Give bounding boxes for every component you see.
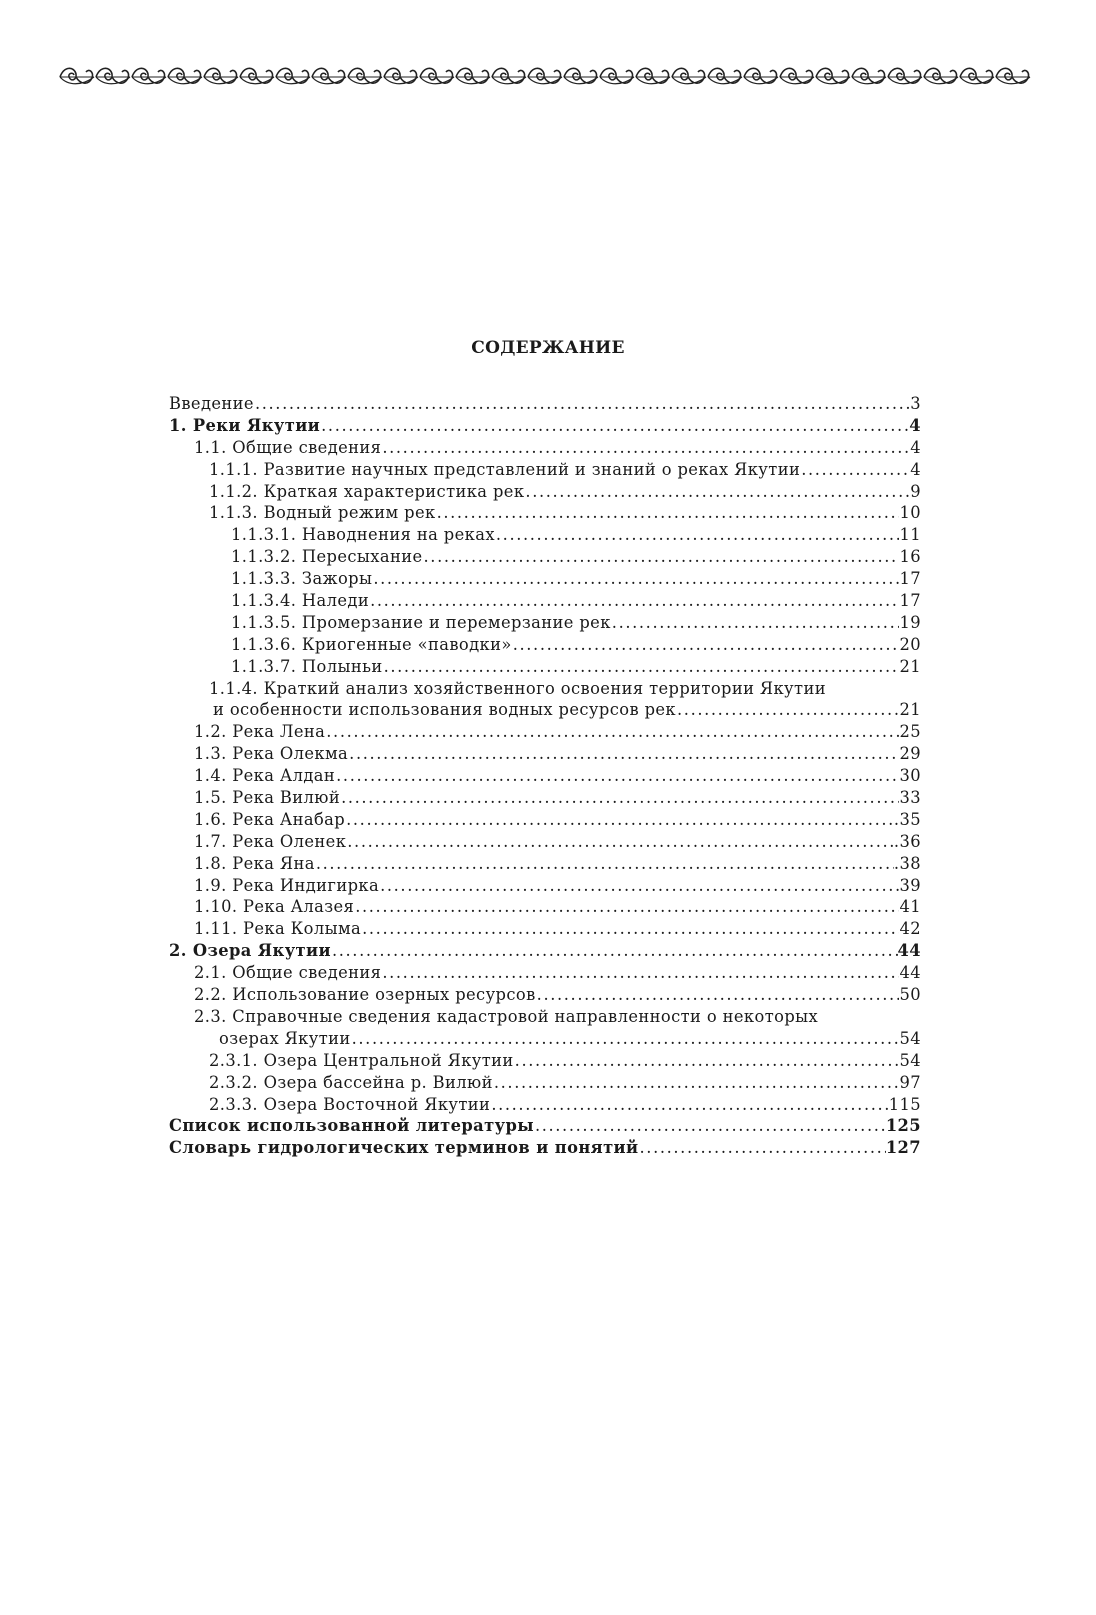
toc-page-number: 30 [899,766,921,786]
toc-page-number: 20 [899,634,921,654]
toc-entry-text: 2.3.1. Озера Центральной Якутии [209,1050,514,1070]
toc-entry [169,634,921,656]
toc-entry-text-continuation: озерах Якутии [219,1028,351,1048]
dot-leader [495,524,900,546]
toc-entry [169,962,921,984]
toc-entry [169,568,921,590]
toc-page-number: .36 [893,831,921,851]
toc-entry [169,1072,921,1094]
toc-entry [169,590,921,612]
table-of-contents [169,393,921,1159]
toc-entry [169,524,921,546]
toc-page-number: 3 [910,394,921,413]
toc-entry-text: 1.1.3.2. Пересыхание [231,547,423,567]
toc-entry-text: 1.1.1. Развитие научных представлений и знаний о реках Якутии [209,459,801,479]
toc-entry-text: 2.3.2. Озера бассейна р. Вилюй [209,1072,493,1092]
toc-entry-text: 1.7. Река Оленек [194,831,347,851]
toc-page-number: 115 [888,1094,921,1114]
dot-leader [340,787,899,809]
toc-entry [169,1094,921,1116]
toc-entry [169,437,921,459]
toc-entry-continuation [169,1028,921,1050]
toc-entry-text: 1.9. Река Индигирка [194,875,380,895]
toc-entry-text: 1.1.3. Водный режим рек [209,503,436,523]
toc-entry-text: 2.3. Справочные сведения кадастровой направленности о некоторых [194,1006,819,1026]
toc-entry [169,765,921,787]
toc-entry-text: 1. Реки Якутии [169,415,321,435]
toc-page-number: 10 [899,503,921,523]
toc-page-number: 42 [899,919,921,939]
toc-entry-text: 2.1. Общие сведения [194,963,382,983]
toc-page-number: 16 [899,547,921,567]
toc-page-number: 17 [899,591,921,611]
dot-leader [514,1050,900,1072]
toc-page-number: 33 [899,788,921,808]
toc-entry-text: 1.1.2. Краткая характеристика рек [209,481,525,501]
dot-leader [490,1094,888,1116]
toc-entry [169,393,921,415]
dot-leader [493,1072,900,1094]
toc-entry [169,656,921,678]
toc-page-number: 39 [899,875,921,895]
dot-leader [536,984,900,1006]
toc-page-number: 4 [909,415,921,435]
toc-page-number: 21 [899,656,921,676]
toc-entry-text: 1.10. Река Алазея [194,897,355,917]
dot-leader [512,634,900,656]
dot-leader [639,1137,886,1159]
dot-leader [436,502,900,524]
toc-entry-text: 1.5. Река Вилюй [194,788,341,808]
toc-entry [169,984,921,1006]
toc-entry-text: 1.1.3.1. Наводнения на реках [231,525,495,545]
dot-leader [381,962,899,984]
toc-entry [169,502,921,524]
toc-entry-text: 1.2. Река Лена [194,722,326,742]
dot-leader [354,896,899,918]
toc-entry-text: 1.11. Река Колыма [194,919,362,939]
toc-entry [169,546,921,568]
toc-entry-first-line [169,678,921,700]
toc-entry-text: 1.1.3.5. Промерзание и перемерзание рек [231,612,611,632]
dot-leader [524,481,910,503]
toc-entry [169,612,921,634]
toc-entry [169,721,921,743]
dot-leader [346,831,894,853]
toc-entry [169,743,921,765]
toc-entry-text: 2. Озера Якутии [169,941,331,961]
toc-entry [169,481,921,503]
toc-entry-text: 1.1.3.7. Полыньи [231,656,383,676]
toc-entry [169,1137,921,1159]
dot-leader [800,459,910,481]
toc-entry-text: 1.6. Река Анабар [194,809,346,829]
toc-entry [169,831,921,853]
toc-entry-text: 1.4. Река Алдан [194,766,336,786]
dot-leader [345,809,894,831]
toc-page-number: 9 [910,481,921,501]
dot-leader [534,1115,886,1137]
toc-page-number: 25 [899,722,921,742]
toc-entry-text-continuation: и особенности использования водных ресурсов рек [213,700,677,720]
toc-entry-first-line [169,1006,921,1028]
toc-entry [169,875,921,897]
dot-leader [379,875,899,897]
toc-page-number: 19 [899,612,921,632]
toc-entry [169,940,921,962]
dot-leader [335,765,899,787]
toc-entry [169,809,921,831]
dot-leader [381,437,910,459]
dot-leader [383,656,900,678]
dot-leader [361,918,899,940]
toc-entry-text: 1.1.3.3. Зажоры [231,569,373,589]
dot-leader [315,853,894,875]
dot-leader [325,721,899,743]
page-title: СОДЕРЖАНИЕ [471,338,625,358]
dot-leader [320,415,909,437]
toc-page-number: 21 [899,700,921,720]
toc-page-number: .35 [893,809,921,829]
toc-entry-text: 1.1.3.4. Наледи [231,591,370,611]
decorative-ornament-border [58,62,1048,92]
toc-entry-text: 2.3.3. Озера Восточной Якутии [209,1094,491,1114]
dot-leader [348,743,899,765]
toc-page-number: 17 [899,569,921,589]
toc-page-number: 54 [899,1050,921,1070]
dot-leader [369,590,899,612]
toc-page-number: 127 [885,1138,921,1158]
toc-entry-text: 1.1.3.6. Криогенные «паводки» [231,634,512,654]
toc-entry [169,853,921,875]
toc-page-number: 4 [910,459,921,479]
dot-leader [331,940,898,962]
toc-entry-text: Введение [169,394,254,413]
dot-leader [676,699,899,721]
toc-page-number: 44 [897,941,921,961]
dot-leader [351,1028,900,1050]
toc-page-number: 4 [910,437,921,457]
toc-entry [169,918,921,940]
toc-entry-text: 1.1.4. Краткий анализ хозяйственного освоения территории Якутии [209,678,826,698]
toc-entry [169,1050,921,1072]
toc-page-number: 54 [899,1028,921,1048]
toc-entry-text: 1.1. Общие сведения [194,437,382,457]
toc-page-number: 97 [899,1072,921,1092]
toc-page-number: 44 [899,963,921,983]
toc-entry [169,1115,921,1137]
toc-page-number: 41 [899,897,921,917]
toc-entry [169,459,921,481]
dot-leader [254,393,910,415]
toc-entry [169,787,921,809]
toc-page-number: 29 [899,744,921,764]
toc-entry-text: 1.3. Река Олекма [194,744,349,764]
toc-page-number: 50 [899,985,921,1005]
toc-entry-text: Словарь гидрологических терминов и понятий [169,1138,639,1158]
dot-leader [423,546,900,568]
toc-page-number: 125 [885,1116,921,1136]
dot-leader [611,612,900,634]
toc-entry-continuation [169,699,921,721]
toc-entry-text: Список использованной литературы [169,1116,534,1136]
toc-entry [169,415,921,437]
toc-entry-text: 2.2. Использование озерных ресурсов [194,985,536,1005]
toc-entry [169,896,921,918]
toc-page-number: 11 [899,525,921,545]
toc-entry-text: 1.8. Река Яна [194,853,315,873]
dot-leader [372,568,899,590]
toc-page-number: .38 [893,853,921,873]
